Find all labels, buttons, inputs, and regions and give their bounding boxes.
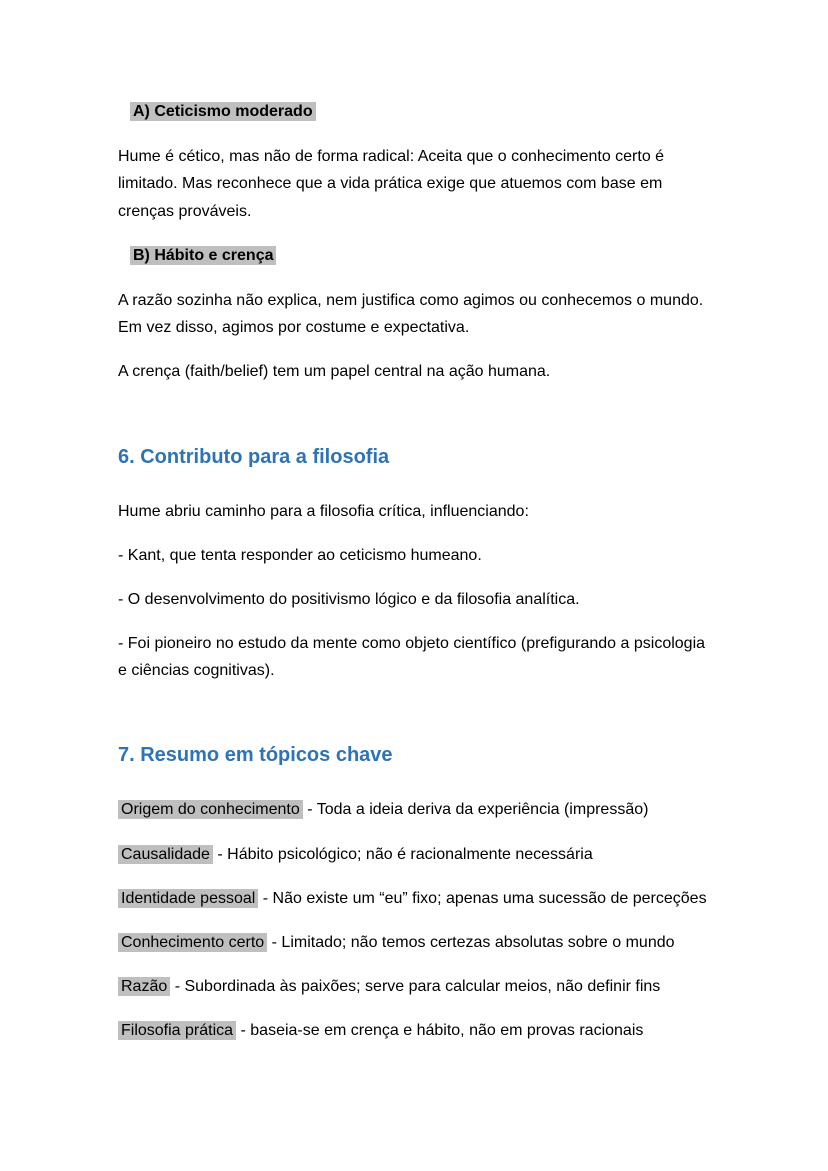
topic-line-causalidade <box>118 841 710 868</box>
subheading-b <box>130 242 710 269</box>
subheading-b-text: B) Hábito e crença <box>130 246 276 265</box>
highlighted-term: Identidade pessoal <box>118 889 258 908</box>
topic-line-razao <box>118 973 710 1000</box>
highlighted-term: Conhecimento certo <box>118 933 267 952</box>
topic-line-filosofia-pratica <box>118 1017 710 1044</box>
subheading-a <box>130 98 710 125</box>
section-heading-contributo: 6. Contributo para a filosofia <box>118 445 390 468</box>
topic-description: - Não existe um “eu” fixo; apenas uma sucessão de perceções <box>262 889 707 907</box>
highlighted-term: Razão <box>118 977 170 996</box>
paragraph-contributo-intro: Hume abriu caminho para a filosofia crítica, influenciando: <box>118 502 529 520</box>
paragraph-habito-crenca-2: A crença (faith/belief) tem um papel central na ação humana. <box>118 363 551 381</box>
topic-description: - Subordinada às paixões; serve para calcular meios, não definir fins <box>174 978 661 996</box>
section-heading-resumo: 7. Resumo em tópicos chave <box>118 744 393 767</box>
topic-line-origem <box>118 796 710 823</box>
list-item-kant: - Kant, que tenta responder ao ceticismo humeano. <box>118 546 482 564</box>
highlighted-term: Origem do conhecimento <box>118 800 303 819</box>
topic-line-conhecimento <box>118 929 710 956</box>
list-item-positivismo: - O desenvolvimento do positivismo lógico e da filosofia analítica. <box>118 590 580 608</box>
subheading-a-text: A) Ceticismo moderado <box>130 102 316 121</box>
highlighted-term: Filosofia prática <box>118 1021 236 1040</box>
topic-line-identidade <box>118 885 710 912</box>
highlighted-term: Causalidade <box>118 845 213 864</box>
topic-description: - Hábito psicológico; não é racionalmente necessária <box>217 845 593 863</box>
paragraph-habito-crenca-1: A razão sozinha não explica, nem justifica como agimos ou conhecemos o mundo. Em vez disso, agimos por costume e expectativa. <box>118 291 704 337</box>
topic-description: - Toda a ideia deriva da experiência (impressão) <box>307 801 649 819</box>
paragraph-ceticismo: Hume é cético, mas não de forma radical: Aceita que o conhecimento certo é limitado. Mas reconhece que a vida prática exige que atuemos com base em crenças prováveis. <box>118 148 665 220</box>
list-item-pioneiro: - Foi pioneiro no estudo da mente como objeto científico (prefigurando a psicologia e ciências cognitivas). <box>118 635 706 680</box>
topic-description: - baseia-se em crença e hábito, não em provas racionais <box>240 1022 644 1040</box>
topic-description: - Limitado; não temos certezas absolutas sobre o mundo <box>271 934 675 951</box>
